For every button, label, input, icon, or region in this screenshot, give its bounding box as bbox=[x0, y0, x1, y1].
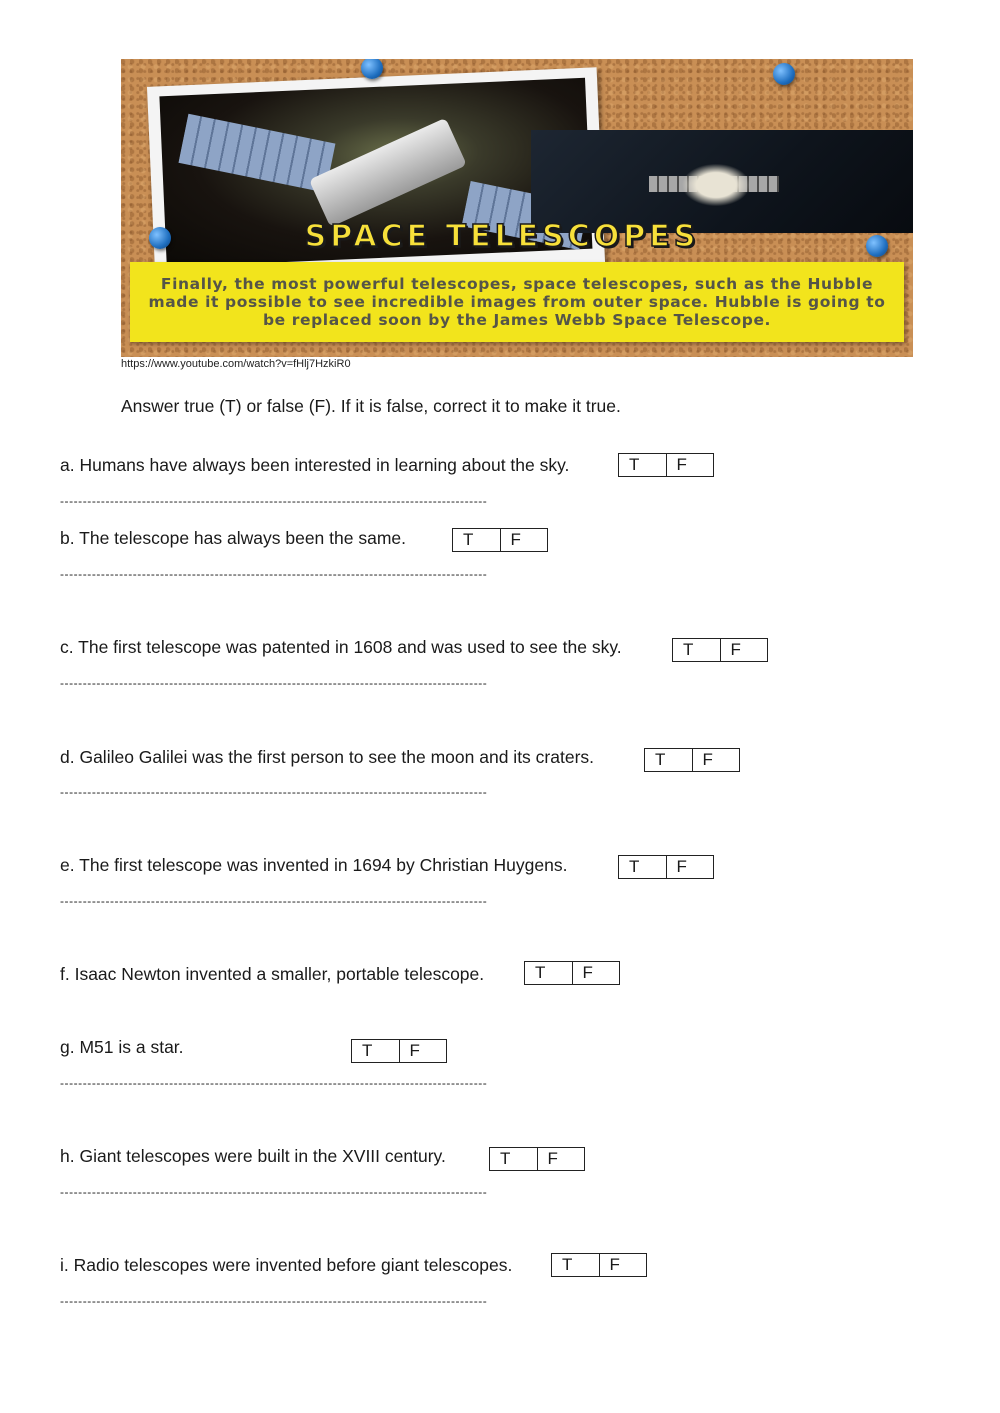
answer-line[interactable]: ---------------------------------------------------------------------------------------------- bbox=[60, 894, 488, 908]
telescope-body-shape bbox=[309, 118, 467, 228]
instructions: Answer true (T) or false (F). If it is false, correct it to make it true. bbox=[121, 396, 621, 416]
pushpin-icon bbox=[149, 227, 171, 249]
false-option[interactable]: F bbox=[676, 857, 687, 876]
question-i-tf-box[interactable] bbox=[551, 1253, 647, 1277]
question-a-text: a. Humans have always been interested in learning about the sky. bbox=[60, 455, 570, 475]
question-e-text: e. The first telescope was invented in 1694 by Christian Huygens. bbox=[60, 855, 568, 875]
true-option[interactable]: T bbox=[525, 962, 573, 984]
question-d-text: d. Galileo Galilei was the first person to see the moon and its craters. bbox=[60, 747, 595, 767]
true-option[interactable]: T bbox=[552, 1254, 600, 1276]
false-option[interactable]: F bbox=[582, 963, 593, 982]
banner-title: SPACE TELESCOPES bbox=[304, 219, 700, 254]
question-f-text: f. Isaac Newton invented a smaller, portable telescope. bbox=[60, 964, 485, 984]
true-option[interactable]: T bbox=[619, 454, 667, 476]
question-h-tf-box[interactable] bbox=[489, 1147, 585, 1171]
question-g-text: g. M51 is a star. bbox=[60, 1037, 184, 1057]
true-option[interactable]: T bbox=[490, 1148, 538, 1170]
true-option[interactable]: T bbox=[673, 639, 721, 661]
space-telescopes-banner bbox=[121, 59, 913, 357]
question-b-tf-box[interactable] bbox=[452, 528, 548, 552]
true-option[interactable]: T bbox=[352, 1040, 400, 1062]
answer-line[interactable]: ---------------------------------------------------------------------------------------------- bbox=[60, 494, 488, 508]
true-option[interactable]: T bbox=[619, 856, 667, 878]
question-c-text: c. The first telescope was patented in 1608 and was used to see the sky. bbox=[60, 637, 622, 657]
false-option[interactable]: F bbox=[609, 1255, 620, 1274]
false-option[interactable]: F bbox=[702, 750, 713, 769]
source-url: https://www.youtube.com/watch?v=fHlj7HzkiR0 bbox=[121, 358, 351, 370]
answer-line[interactable]: ---------------------------------------------------------------------------------------------- bbox=[60, 1185, 488, 1199]
question-e-tf-box[interactable] bbox=[618, 855, 714, 879]
pushpin-icon bbox=[866, 235, 888, 257]
question-h-text: h. Giant telescopes were built in the XVIII century. bbox=[60, 1146, 446, 1166]
answer-line[interactable]: ---------------------------------------------------------------------------------------------- bbox=[60, 1294, 488, 1308]
question-d-tf-box[interactable] bbox=[644, 748, 740, 772]
banner-text-box bbox=[130, 262, 904, 342]
false-option[interactable]: F bbox=[730, 640, 741, 659]
question-f-tf-box[interactable] bbox=[524, 961, 620, 985]
banner-text: Finally, the most powerful telescopes, space telescopes, such as the Hubble made it possible to see incredible images from outer space. Hubble is going to be replaced soon by the James Webb Space Telescope. bbox=[148, 275, 886, 329]
true-option[interactable]: T bbox=[453, 529, 501, 551]
answer-line[interactable]: ---------------------------------------------------------------------------------------------- bbox=[60, 676, 488, 690]
question-c-tf-box[interactable] bbox=[672, 638, 768, 662]
question-i-text: i. Radio telescopes were invented before giant telescopes. bbox=[60, 1255, 513, 1275]
answer-line[interactable]: ---------------------------------------------------------------------------------------------- bbox=[60, 567, 488, 581]
false-option[interactable]: F bbox=[547, 1149, 558, 1168]
pushpin-icon bbox=[773, 63, 795, 85]
question-g-tf-box[interactable] bbox=[351, 1039, 447, 1063]
false-option[interactable]: F bbox=[510, 530, 521, 549]
question-a-tf-box[interactable] bbox=[618, 453, 714, 477]
question-b-text: b. The telescope has always been the same. bbox=[60, 528, 407, 548]
answer-line[interactable]: ---------------------------------------------------------------------------------------------- bbox=[60, 785, 488, 799]
true-option[interactable]: T bbox=[645, 749, 693, 771]
false-option[interactable]: F bbox=[676, 455, 687, 474]
false-option[interactable]: F bbox=[409, 1041, 420, 1060]
answer-line[interactable]: ---------------------------------------------------------------------------------------------- bbox=[60, 1076, 488, 1090]
webb-telescope-photo bbox=[531, 130, 913, 233]
